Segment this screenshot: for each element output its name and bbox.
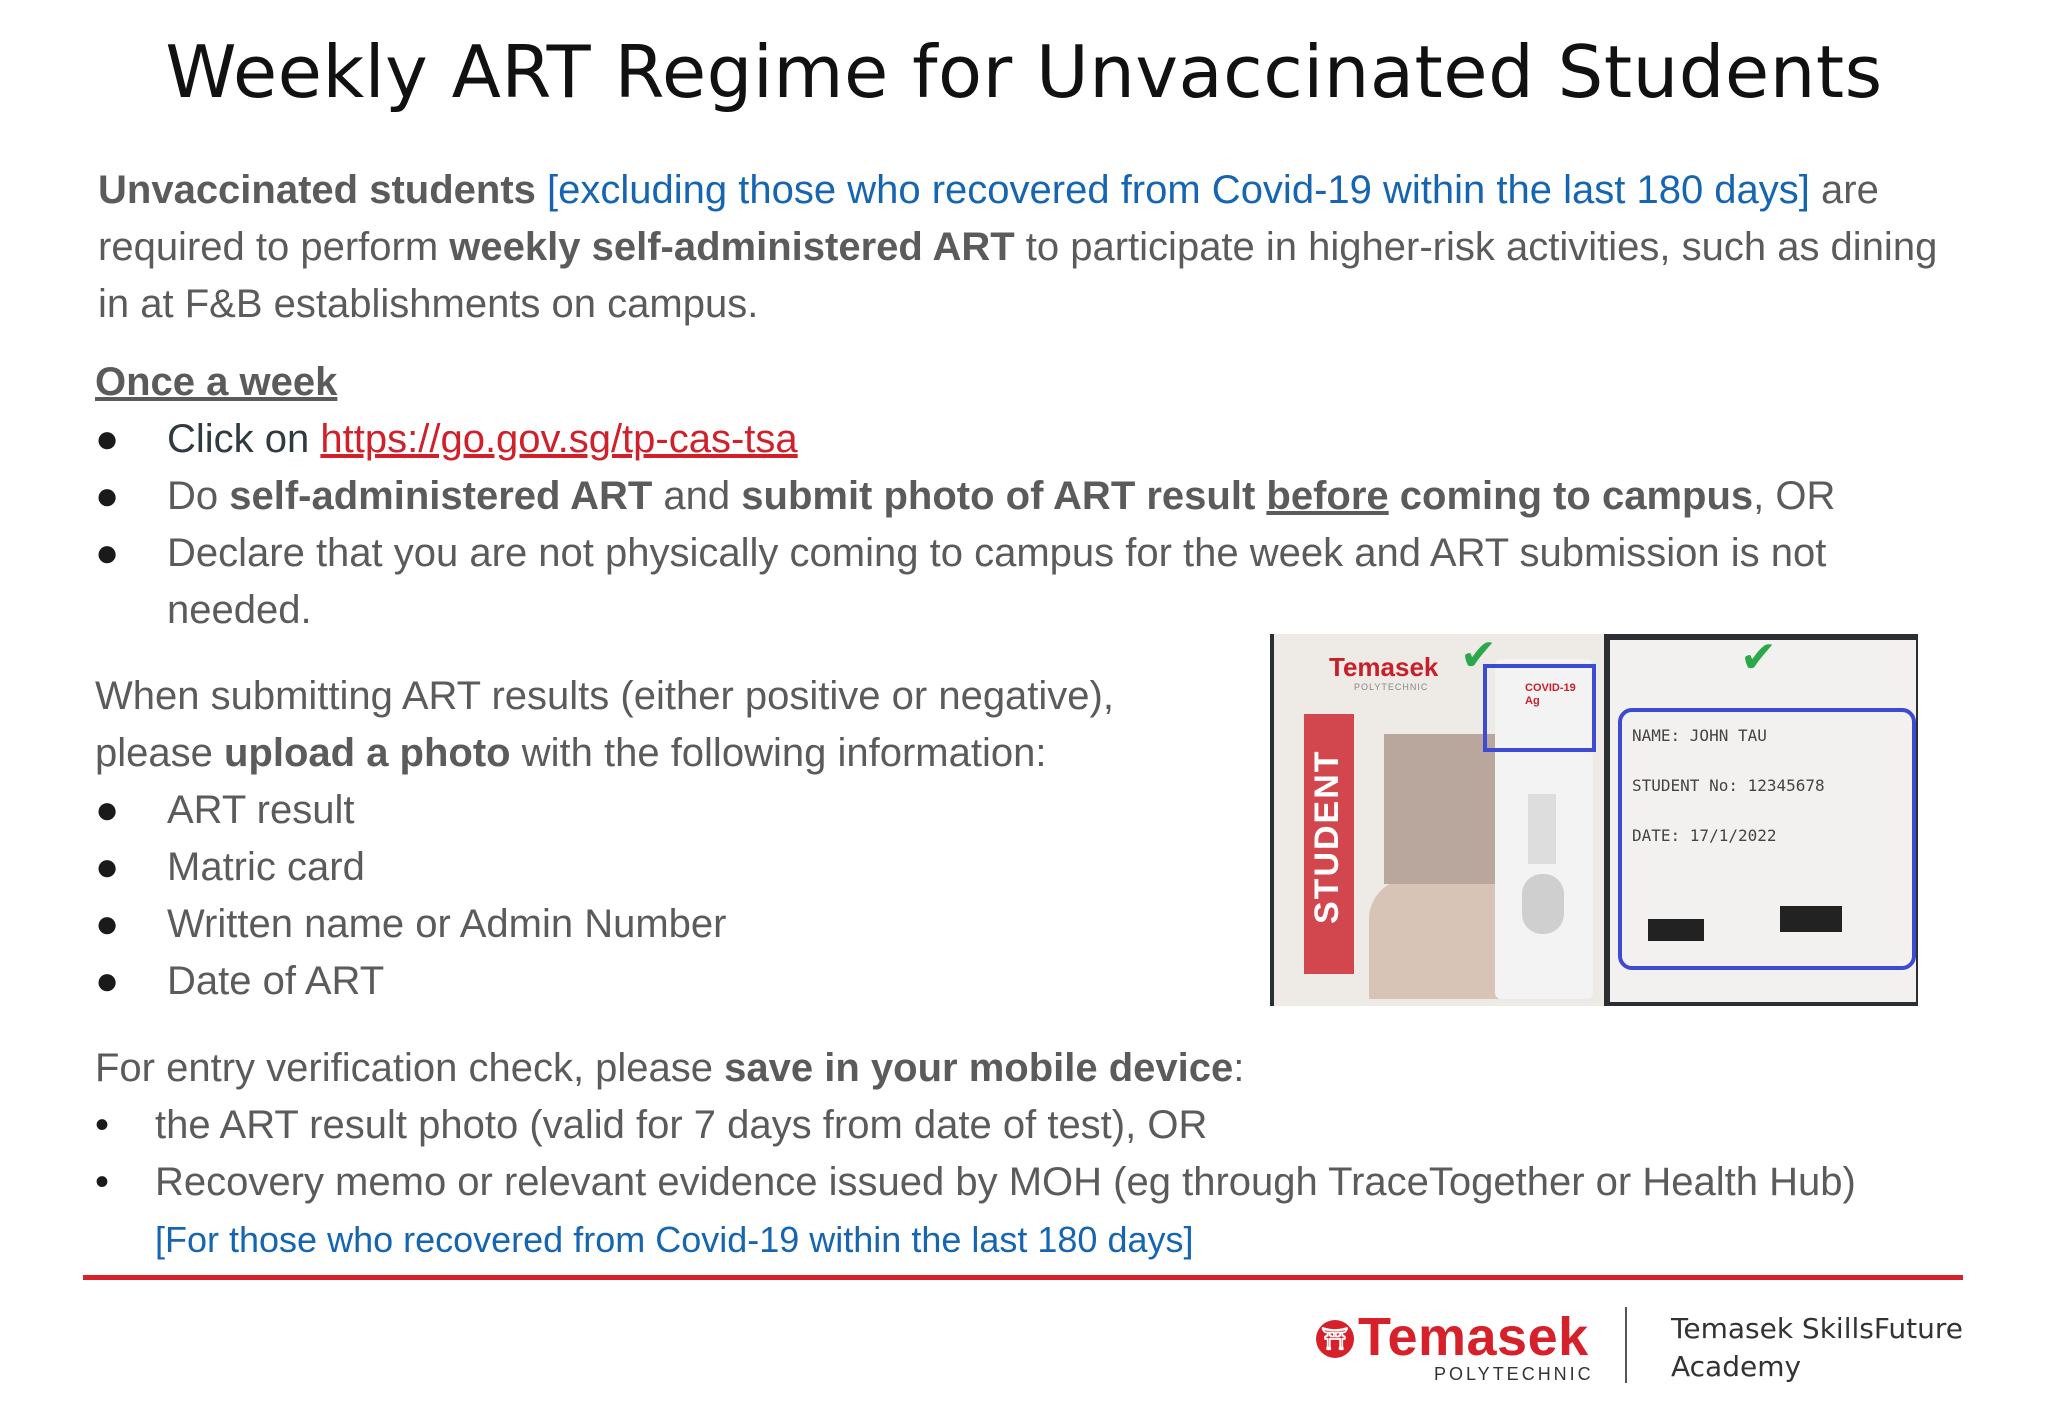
bullet-icon: ● <box>95 845 120 889</box>
kit-result-window <box>1528 794 1556 864</box>
submission-line1: When submitting ART results (either positive or negative), <box>95 674 1114 718</box>
list-item <box>95 1154 2035 1268</box>
footer-divider-line <box>83 1275 1963 1280</box>
do-bold2: submit photo of ART result <box>741 474 1267 518</box>
click-prefix: Click on <box>167 417 321 461</box>
logo-wordmark: Temasek <box>1358 1307 1589 1367</box>
qr-code-strip <box>1780 906 1842 932</box>
bullet-icon: ● <box>95 531 120 575</box>
do-bold1: self-administered ART <box>229 474 653 518</box>
logo-subtitle: POLYTECHNIC <box>1434 1364 1594 1384</box>
bullet-icon: ● <box>95 788 120 832</box>
list-item-label: Recovery memo or relevant evidence issued by MOH (eg through TraceTogether or Health Hub) <box>155 1160 1856 1204</box>
do-prefix: Do <box>167 474 230 518</box>
list-item <box>95 468 1975 525</box>
paper-date: DATE: 17/1/2022 <box>1632 826 1777 845</box>
art-example-photo <box>1270 634 1918 1006</box>
submission-list <box>95 782 1195 1010</box>
submission-paragraph <box>95 668 1245 782</box>
bullet-icon: • <box>95 1160 110 1204</box>
do-mid: and <box>652 474 742 518</box>
submission-line2-bold: upload a photo <box>223 731 511 775</box>
entry-blue-note: [For those who recovered from Covid-19 within the last 180 days] <box>155 1219 1194 1260</box>
list-item <box>95 1097 2035 1154</box>
list-item <box>95 953 1195 1010</box>
bullet-icon: ● <box>95 417 120 461</box>
intro-bold-mid: weekly self-administered ART <box>449 225 1015 269</box>
registration-link[interactable]: https://go.gov.sg/tp-cas-tsa <box>320 417 798 461</box>
academy-line1: Temasek SkillsFuture <box>1671 1312 1964 1345</box>
paper-name: NAME: JOHN TAU <box>1632 726 1767 745</box>
check-icon: ✔ <box>1460 634 1497 680</box>
academy-name <box>1671 1310 1963 1386</box>
kit-highlight-box <box>1483 664 1596 752</box>
entry-bold: save in your mobile device <box>724 1046 1234 1090</box>
list-item-label: the ART result photo (valid for 7 days from date of test), OR <box>155 1103 1208 1147</box>
check-icon: ✔ <box>1740 634 1777 682</box>
page-title: Weekly ART Regime for Unvaccinated Students <box>165 30 1883 114</box>
entry-prefix: For entry verification check, please <box>95 1046 725 1090</box>
academy-line2: Academy <box>1671 1350 1802 1383</box>
do-before: before <box>1266 474 1389 518</box>
footer-separator <box>1625 1307 1627 1383</box>
entry-suffix: : <box>1233 1046 1245 1090</box>
do-bold3: coming to campus <box>1388 474 1754 518</box>
once-a-week-heading: Once a week <box>95 360 338 404</box>
list-item <box>95 525 1975 639</box>
intro-text1: are required to perform <box>98 168 1879 269</box>
list-item-label: Date of ART <box>167 959 385 1003</box>
kit-label: COVID-19 Ag <box>1525 682 1576 707</box>
list-item-label: Written name or Admin Number <box>167 902 727 946</box>
card-logo: Temasek <box>1329 652 1439 682</box>
intro-text2: to participate in higher-risk activities, such as dining in at F&B establishments on campus. <box>98 225 1938 326</box>
card-logo-sub: POLYTECHNIC <box>1354 682 1429 692</box>
entry-paragraph <box>95 1040 1975 1097</box>
paper-student-no: STUDENT No: 12345678 <box>1632 776 1825 795</box>
declare-text: Declare that you are not physically coming to campus for the week and ART submission is not needed. <box>167 531 1827 632</box>
list-item <box>95 411 1975 468</box>
barcode-strip <box>1648 919 1704 941</box>
list-item <box>95 782 1195 839</box>
list-item <box>95 839 1195 896</box>
submission-line2-suffix: with the following information: <box>510 731 1047 775</box>
bullet-icon: ● <box>95 474 120 518</box>
intro-blue-note: [excluding those who recovered from Covid-19 within the last 180 days] <box>547 168 1810 212</box>
list-item-label: ART result <box>167 788 355 832</box>
bullet-icon: ● <box>95 902 120 946</box>
entry-list <box>95 1097 2035 1268</box>
bullet-icon: ● <box>95 959 120 1003</box>
submission-line2-prefix: please <box>95 731 224 775</box>
do-suffix: , OR <box>1753 474 1836 518</box>
list-item <box>95 896 1195 953</box>
kit-sample-well <box>1522 874 1564 934</box>
bullet-icon: • <box>95 1103 110 1147</box>
intro-bold-start: Unvaccinated students <box>98 168 536 212</box>
temasek-emblem-icon: ⛩ <box>1316 1320 1354 1358</box>
card-student-label: STUDENT <box>1308 749 1346 924</box>
once-a-week-list <box>95 411 1975 639</box>
list-item-label: Matric card <box>167 845 365 889</box>
intro-paragraph <box>98 162 1978 333</box>
